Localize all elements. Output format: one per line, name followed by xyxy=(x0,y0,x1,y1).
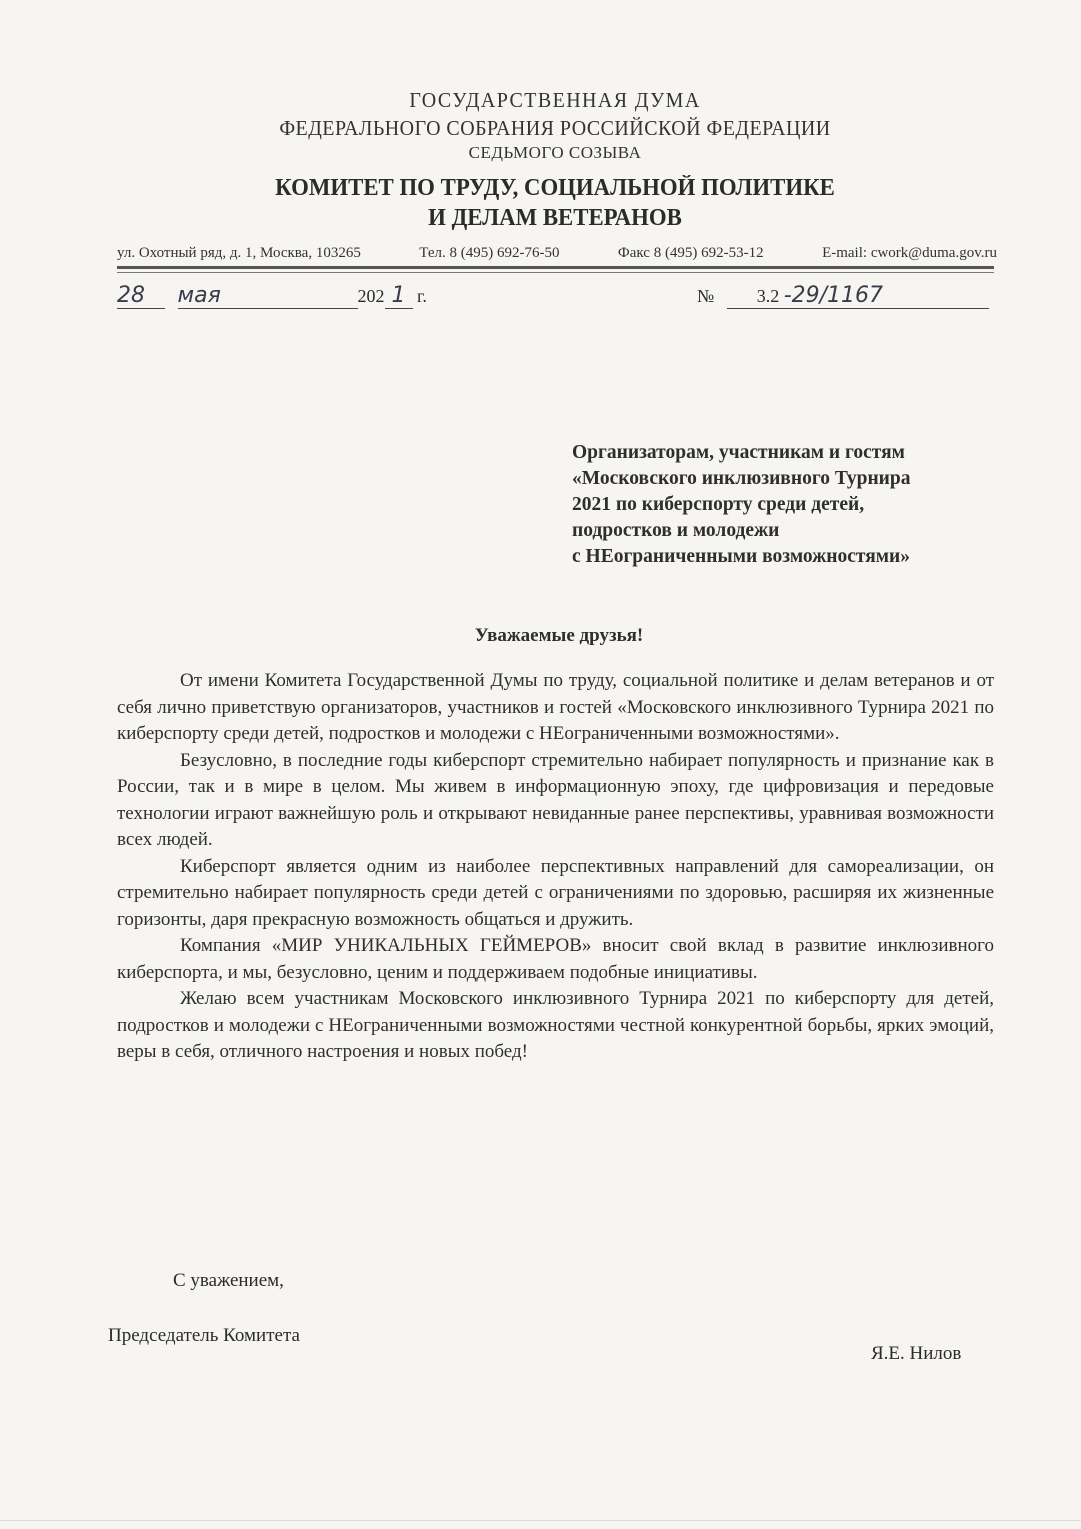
addressee-line: Организаторам, участникам и гостям xyxy=(572,442,905,463)
greeting: Уважаемые друзья! xyxy=(474,625,644,646)
scan-edge xyxy=(0,1520,1081,1521)
date-month: мая xyxy=(178,283,358,309)
letterhead-divider-thin xyxy=(117,272,994,273)
number-handwritten: -29/1167 xyxy=(783,283,884,308)
addressee-line: подростков и молодежи xyxy=(572,520,780,541)
date-year-unit: г. xyxy=(417,286,427,306)
addressee-line: «Московского инклюзивного Турнира xyxy=(572,468,911,489)
email: E-mail: cwork@duma.gov.ru xyxy=(822,245,997,261)
paragraph: Киберспорт является одним из наиболее перспективных направлений для самореализации, он стремительно набирает популярность среди детей с ограничениями по здоровью, расширяя их жизненные горизонты, даря прекрасную возможность общаться и дружить. xyxy=(117,855,994,930)
letterhead-convocation: СЕДЬМОГО СОЗЫВА xyxy=(468,143,642,162)
addressee-line: с НЕограниченными возможностями» xyxy=(572,546,911,567)
number-label: № xyxy=(697,286,715,306)
signer-position: Председатель Комитета xyxy=(108,1325,300,1346)
committee-name-line1: КОМИТЕТ ПО ТРУДУ, СОЦИАЛЬНОЙ ПОЛИТИКЕ xyxy=(275,175,835,201)
fax: Факс 8 (495) 692-53-12 xyxy=(617,245,764,261)
letter-body xyxy=(117,668,994,1066)
date-year-prefix: 202 xyxy=(357,286,385,306)
registration-date xyxy=(117,283,427,309)
contact-line xyxy=(117,245,997,262)
letterhead-duma: ГОСУДАРСТВЕННАЯ ДУМА xyxy=(409,88,701,112)
paragraph: Безусловно, в последние годы киберспорт стремительно набирает популярность и признание как в России, так и в мире в целом. Мы живем в информационную эпоху, где цифровизация и передовые технологии играют важнейшую роль и открывают невиданные ранее перспективы, уравнивая возможности всех людей. xyxy=(117,749,994,850)
date-day: 28 xyxy=(117,283,165,309)
registration-number xyxy=(697,283,989,309)
date-year-suffix: 1 xyxy=(385,283,413,309)
closing: С уважением, xyxy=(173,1270,284,1291)
addressee-block xyxy=(572,440,1002,570)
paragraph: Желаю всем участникам Московского инклюзивного Турнира 2021 по киберспорту для детей, подростков и молодежи с НЕограниченными возможностями честной конкурентной борьбы, ярких эмоций, веры в себя, отличного настроения и новых побед! xyxy=(117,988,994,1062)
letterhead-federal-assembly: ФЕДЕРАЛЬНОГО СОБРАНИЯ РОССИЙСКОЙ ФЕДЕРАЦИИ xyxy=(279,116,831,140)
paragraph: Компания «МИР УНИКАЛЬНЫХ ГЕЙМЕРОВ» вносит свой вклад в развитие инклюзивного киберспорта, и мы, безусловно, ценим и поддерживаем подобные инициативы. xyxy=(117,935,994,983)
addressee-line: 2021 по киберспорту среди детей, xyxy=(572,494,865,515)
number-printed: 3.2 xyxy=(756,286,780,306)
signer-name: Я.Е. Нилов xyxy=(871,1343,962,1364)
committee-name-line2: И ДЕЛАМ ВЕТЕРАНОВ xyxy=(428,205,682,231)
phone: Тел. 8 (495) 692-76-50 xyxy=(419,245,560,261)
number-field xyxy=(727,283,989,309)
address: ул. Охотный ряд, д. 1, Москва, 103265 xyxy=(117,245,361,261)
letterhead-divider xyxy=(117,266,994,269)
paragraph: От имени Комитета Государственной Думы по труду, социальной политике и делам ветеранов и от себя лично приветствую организаторов, участников и гостей «Московского инклюзивного Турнира 2021 по киберспорту среди детей, подростков и молодежи с НЕограниченными возможностями». xyxy=(117,670,994,744)
